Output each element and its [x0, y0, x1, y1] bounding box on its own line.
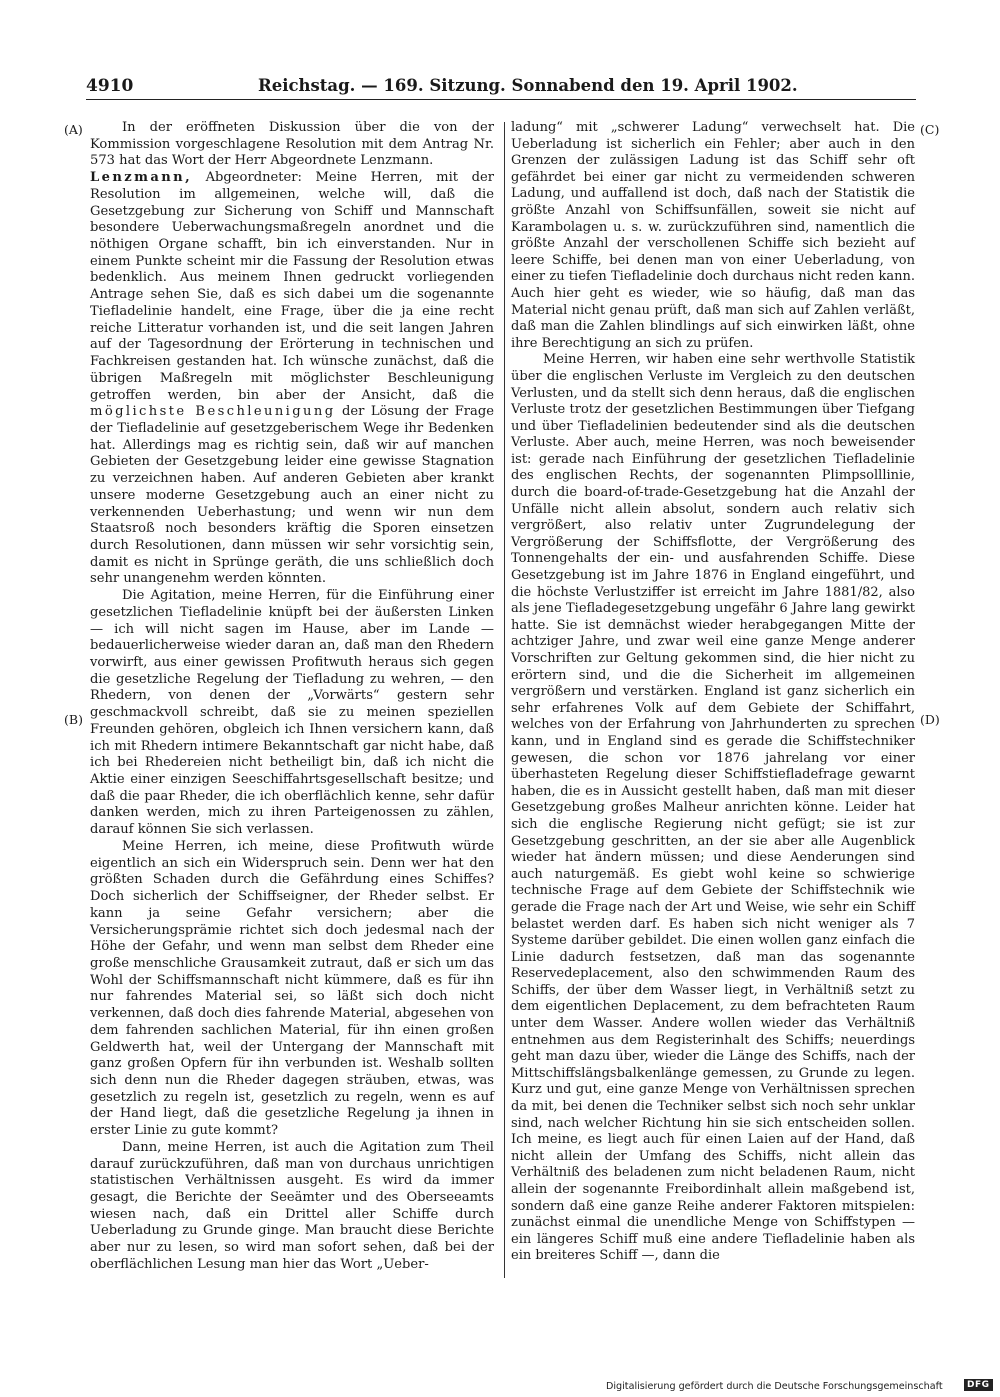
column-divider: [504, 122, 505, 1278]
page-title: Reichstag. — 169. Sitzung. Sonnabend den 19. April 1902.: [258, 76, 798, 95]
dfg-logo: DFG: [964, 1379, 993, 1391]
speech-text: Abgeordneter: Meine Herren, mit der Resolution im allgemeinen, welche will, daß die Gesetzgebung zur Sicherung von Schiff und Mannschaft besondere Ueberwachungsmaßregeln anordnet und die nöthigen Organe schafft, bin ich einverstanden. Nur in einem Punkte scheint mir die Fassung der Resolution etwas bedenklich. Aus meinem Ihnen gedruckt vorliegenden Antrage sehen Sie, daß es sich dabei um die sogenannte Tiefladelinie handelt, eine Frage, über die ja eine recht reiche Litteratur vorhanden ist, und die seit langen Jahren auf der Tagesordnung der Erörterung in technischen und Fachkreisen gestanden hat. Ich wünsche zunächst, daß die übrigen Maßregeln mit möglichster Beschleunigung getroffen werden, bin aber der Ansicht, daß die: [90, 170, 494, 403]
margin-marker-d: (D): [920, 712, 940, 727]
paragraph-intro: In der eröffneten Diskussion über die von der Kommission vorgeschlagene Resolution mit dem Antrag Nr. 573 hat das Wort der Herr Abgeordnete Lenzmann.: [90, 120, 494, 169]
margin-marker-a: (A): [64, 122, 83, 137]
speaker-name: Lenzmann,: [90, 170, 193, 186]
paragraph-statistics: Dann, meine Herren, ist auch die Agitation zum Theil darauf zurückzuführen, daß man von durchaus unrichtigen statistischen Verhältnissen ausgeht. Es wird da immer gesagt, die Berichte der Seeämter und des Oberseeamts wiesen nach, daß ein Drittel aller Schiffe durch Ueberladung zu Grunde ginge. Man braucht diese Berichte aber nur zu lesen, so wird man sofort sehen, daß bei der oberflächlichen Lesung man hier das Wort „Ueber-: [90, 1139, 494, 1272]
paragraph-speech-opening: [90, 170, 494, 588]
right-column: [511, 120, 915, 1265]
page-number: 4910: [86, 76, 134, 96]
margin-marker-b: (B): [64, 712, 83, 727]
margin-marker-c: (C): [920, 122, 940, 137]
speech-text-continued: der Lösung der Frage der Tiefladelinie auf gesetzgeberischem Wege ihr Bedenken hat. Allerdings mag es richtig sein, daß wir auf manchen Gebieten der Gesetzgebung leider eine gewisse Stagnation zu verzeichnen haben. Auf anderen Gebieten aber krankt unsere moderne Gesetzgebung auch an einer nicht zu verkennenden Ueberhastung; und wenn wir nun dem Staatsroß noch besonders kräftig die Sporen einsetzen durch Resolutionen, dann müssen wir sehr vorsichtig sein, damit es nicht in Sprünge geräth, die uns schließlich doch sehr unangenehm werden könnten.: [90, 404, 494, 587]
header-rule: [86, 99, 916, 100]
left-column: [90, 120, 494, 1274]
emphasized-text: möglichste Beschleunigung: [90, 404, 336, 420]
paragraph-ueberladung: ladung“ mit „schwerer Ladung“ verwechselt hat. Die Ueberladung ist sicherlich ein Fehler; aber auch in den Grenzen der zulässigen Ladung ist das Schiff sehr oft gefährdet bei einer gar nicht zu vermeidenden schweren Ladung, und auffallend ist doch, daß nach der Statistik die größte Anzahl von Schiffsunfällen, soweit sie nicht auf Karambolagen u. s. w. zurückzuführen sind, namentlich die größte Anzahl der verschollenen Schiffe sich bezieht auf leere Schiffe, bei denen man von einer Ueberladung, von einer zu tiefen Tiefladelinie doch durchaus nicht reden kann. Auch hier geht es wieder, wie so häufig, daß man das Material nicht genau prüft, daß man sich auf Zahlen verläßt, daß man die Zahlen blindlings auf sich einwirken läßt, ohne ihre Berechtigung an sich zu prüfen.: [511, 120, 915, 351]
paragraph-english-statistics: Meine Herren, wir haben eine sehr werthvolle Statistik über die englischen Verluste im Vergleich zu den deutschen Verlusten, und da stellt sich denn heraus, daß die englischen Verluste trotz der gesetzlichen Bestimmungen über Tiefgang und über Tiefladelinien bedeutender sind als die deutschen Verluste. Aber auch, meine Herren, was noch beweisender ist: gerade nach Einführung der gesetzlichen Tiefladelinie des englischen Rechts, der sogenannten Plimpsolllinie, durch die board-of-trade-Gesetzgebung hat die Anzahl der Unfälle nicht allein absolut, sondern auch relativ sich vergrößert, also relativ unter Zugrundelegung der Vergrößerung der Schiffsflotte, der Vergrößerung des Tonnengehalts der ein- und ausfahrenden Schiffe. Diese Gesetzgebung ist im Jahre 1876 in England eingeführt, und die höchste Verlustziffer ist erreicht im Jahre 1881/82, also als jene Tiefladegesetzgebung ungefähr 6 Jahre lang gewirkt hatte. Sie ist demnächst wieder herabgegangen Mitte der achtziger Jahre, und zwar weil eine ganze Menge anderer Vorschriften zur Geltung gekommen sind, die hier nicht zu erörtern sind, und die die Sicherheit im allgemeinen vergrößern und verstärken. England ist ganz sicherlich ein sehr erfahrenes Volk auf dem Gebiete der Schiffahrt, welches von der Erfahrung von Jahrhunderten zu sprechen kann, und in England sind es gerade die Schiffstechniker gewesen, die schon vor 1876 jahrelang vor einer überhasteten Regelung dieser Schiffstiefladefrage gewarnt haben, die es in Aussicht gestellt haben, daß man mit dieser Gesetzgebung großes Malheur anrichten könne. Leider hat sich die englische Regierung nicht gefügt; sie ist zur Gesetzgebung geschritten, an der sie aber alle Augenblick wieder hat ändern müssen; und diese Aenderungen sind auch naturgemäß. Es giebt wohl keine so schwierige technische Frage auf dem Gebiete der Schiffstechnik wie gerade die Frage nach der Art und Weise, wie sehr ein Schiff belastet werden darf. Es haben sich nicht weniger als 7 Systeme darüber gebildet. Die einen wollen ganz einfach die Linie dadurch festsetzen, daß man das sogenannte Reservedeplacement, also den schwimmenden Raum des Schiffs, der über dem Wasser liegt, in Verhältniß setzt zu dem eigentlichen Deplacement, zu dem befrachteten Raum unter dem Wasser. Andere wollen wieder das Verhältniß entnehmen aus dem Registerinhalt des Schiffs; neuerdings geht man dazu über, wieder die Länge des Schiffs, nach der Mittschiffslängsbalkenlänge gemessen, zu Grunde zu legen. Kurz und gut, eine ganze Menge von Verhältnissen sprechen da mit, bei denen die Techniker selbst sich noch sehr unklar sind, nach welcher Richtung hin sie sich entscheiden sollen. Ich meine, es liegt auch für einen Laien auf der Hand, daß nicht allein der Umfang des Schiffs, nicht allein das Verhältniß des beladenen zum nicht beladenen Raum, nicht allein der sogenannte Freibordinhalt allein maßgebend ist, sondern daß eine ganze Reihe anderer Faktoren mitspielen: zunächst einmal die unendliche Menge von Schiffstypen — ein längeres Schiff muß eine andere Tiefladelinie haben als ein breiteres Schiff —, dann die: [511, 352, 915, 1264]
paragraph-agitation: Die Agitation, meine Herren, für die Einführung einer gesetzlichen Tiefladelinie knüpft bei der äußersten Linken — ich will nicht sagen im Hause, aber im Lande — bedauerlicherweise wieder daran an, daß man den Rhedern vorwirft, aus einer gewissen Profitwuth heraus sich gegen die gesetzliche Regelung der Tiefladung zu wehren, — den Rhedern, von denen der „Vorwärts“ gestern sehr geschmackvoll schreibt, daß sie zu meinen speziellen Freunden gehören, obgleich ich Ihnen versichern kann, daß ich mit Rhedern intimere Bekanntschaft gar nicht habe, daß ich bei Rhedereien nicht betheiligt bin, daß ich nicht die Aktie einer einzigen Seeschiffahrtsgesellschaft besitze; und daß die paar Rheder, die ich oberflächlich kenne, sehr dafür danken werden, mich zu ihren Parteigenossen zu zählen, darauf können Sie sich verlassen.: [90, 588, 494, 838]
digitization-credit: Digitalisierung gefördert durch die Deutsche Forschungsgemeinschaft: [606, 1381, 943, 1392]
paragraph-profitwuth: Meine Herren, ich meine, diese Profitwuth würde eigentlich an sich ein Widerspruch sein. Denn wer hat den größten Schaden durch die Gefährdung eines Schiffes? Doch sicherlich der Schiffseigner, der Rheder selbst. Er kann ja seine Gefahr versichern; aber die Versicherungsprämie richtet sich doch jedesmal nach der Höhe der Gefahr, und wenn man selbst dem Rheder eine große menschliche Grausamkeit zutraut, daß er sich um das Wohl der Schiffsmannschaft nicht kümmere, daß es für ihn nur fahrendes Material sei, so läßt sich doch nicht verkennen, daß doch dies fahrende Material, abgesehen von dem fahrenden sachlichen Material, für ihn einen großen Geldwerth hat, weil der Untergang der Mannschaft mit ganz großen Opfern für ihn verbunden ist. Weshalb sollten sich denn nun die Rheder dagegen sträuben, etwas, was gesetzlich zu regeln ist, gesetzlich zu regeln, wenn es auf der Hand liegt, daß die gesetzliche Regelung ja ihnen in erster Linie zu gute kommt?: [90, 838, 494, 1139]
page-header: [0, 72, 1000, 102]
